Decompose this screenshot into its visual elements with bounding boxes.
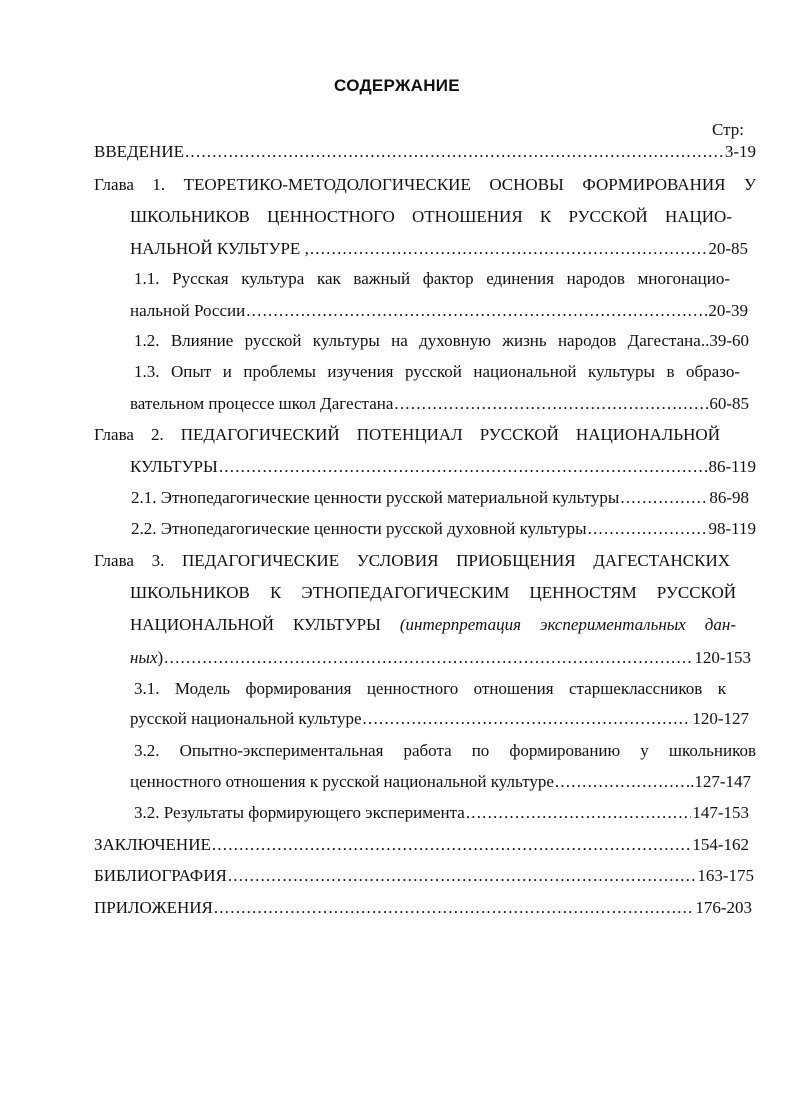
toc-page-number: 163-175 xyxy=(697,866,754,885)
toc-entry-bibliography[interactable] xyxy=(94,862,754,890)
toc-chapter-3-line-4[interactable] xyxy=(130,644,751,672)
toc-section-3-2-line-2[interactable] xyxy=(130,768,751,796)
toc-section-3-3[interactable] xyxy=(134,799,749,827)
toc-entry-text: вательном процессе школ Дагестана xyxy=(130,394,394,413)
toc-leader-dots xyxy=(363,705,692,733)
toc-section-1-2[interactable]: 1.2. Влияние русской культуры на духовную жизнь народов Дагестана..39-60 xyxy=(134,331,749,350)
toc-entry-text: НАЛЬНОЙ КУЛЬТУРЕ , xyxy=(130,239,309,258)
toc-entry-text-italic: ных xyxy=(130,648,158,667)
toc-page-number: 86-98 xyxy=(709,488,749,507)
toc-page-number: 86-119 xyxy=(708,457,756,476)
toc-leader-dots xyxy=(219,453,708,481)
toc-chapter-3-line-1[interactable]: Глава 3. ПЕДАГОГИЧЕСКИЕ УСЛОВИЯ ПРИОБЩЕНИЯ ДАГЕСТАНСКИХ xyxy=(94,551,730,570)
toc-entry-text: ЗАКЛЮЧЕНИЕ xyxy=(94,835,211,854)
toc-leader-dots xyxy=(466,799,692,827)
toc-leader-dots xyxy=(214,894,694,922)
toc-page-number: 20-39 xyxy=(708,301,748,320)
toc-page-number: 60-85 xyxy=(709,394,749,413)
toc-page-number: 98-119 xyxy=(708,519,756,538)
toc-entry-text: 2.1. Этнопедагогические ценности русской материальной культуры xyxy=(131,488,620,507)
toc-entry-conclusion[interactable] xyxy=(94,831,749,859)
toc-entry-text: нальной России xyxy=(130,301,246,320)
toc-entry-text-italic: (интерпретация экспериментальных дан- xyxy=(399,615,736,634)
toc-section-2-1[interactable] xyxy=(131,484,749,512)
toc-chapter-1-line-2[interactable]: ШКОЛЬНИКОВ ЦЕННОСТНОГО ОТНОШЕНИЯ К РУССКОЙ НАЦИО- xyxy=(130,207,732,226)
toc-chapter-3-line-2[interactable]: ШКОЛЬНИКОВ К ЭТНОПЕДАГОГИЧЕСКИМ ЦЕННОСТЯМ РУССКОЙ xyxy=(130,583,736,602)
toc-page-number: 3-19 xyxy=(724,142,756,161)
toc-leader-dots xyxy=(394,390,708,418)
toc-chapter-2-line-1[interactable]: Глава 2. ПЕДАГОГИЧЕСКИЙ ПОТЕНЦИАЛ РУССКОЙ НАЦИОНАЛЬНОЙ xyxy=(94,425,720,444)
toc-entry-text: ПРИЛОЖЕНИЯ xyxy=(94,898,213,917)
toc-entry-text: БИБЛИОГРАФИЯ xyxy=(94,866,227,885)
toc-section-3-1-line-2[interactable] xyxy=(130,705,749,733)
toc-leader-dots xyxy=(212,831,691,859)
toc-leader-dots xyxy=(310,235,708,263)
toc-section-2-2[interactable] xyxy=(131,515,756,543)
toc-entry-text: 3.2. Результаты формирующего эксперимента xyxy=(134,803,465,822)
toc-section-1-1-line-1[interactable]: 1.1. Русская культура как важный фактор единения народов многонацио- xyxy=(134,269,730,288)
page-title: СОДЕРЖАНИЕ xyxy=(334,76,460,95)
toc-chapter-2-line-2[interactable] xyxy=(130,453,756,481)
toc-section-1-1-line-2[interactable] xyxy=(130,297,748,325)
toc-entry-text: ценностного отношения к русской национальной культуре xyxy=(130,772,554,791)
toc-page-number: 120-153 xyxy=(694,648,751,667)
toc-entry-appendix[interactable] xyxy=(94,894,752,922)
toc-page-number: 176-203 xyxy=(695,898,752,917)
toc-leader-dots xyxy=(185,138,724,166)
toc-section-1-3-line-2[interactable] xyxy=(130,390,749,418)
toc-page-number: ..127-147 xyxy=(685,772,751,791)
toc-leader-dots xyxy=(555,768,685,796)
toc-leader-dots xyxy=(620,484,708,512)
toc-entry-text: КУЛЬТУРЫ xyxy=(130,457,218,476)
toc-page-number: 154-162 xyxy=(692,835,749,854)
toc-entry-text-close: ) xyxy=(157,648,164,667)
toc-page-number: 147-153 xyxy=(692,803,749,822)
toc-entry-text: 2.2. Этнопедагогические ценности русской духовной культуры xyxy=(131,519,587,538)
toc-section-3-1-line-1[interactable]: 3.1. Модель формирования ценностного отношения старшеклассников к xyxy=(134,679,726,698)
page-column-label: Стр: xyxy=(712,120,744,139)
toc-page-number: 120-127 xyxy=(692,709,749,728)
toc-chapter-3-line-3[interactable] xyxy=(130,611,736,639)
toc-leader-dots xyxy=(246,297,707,325)
toc-chapter-1-line-1[interactable]: Глава 1. ТЕОРЕТИКО-МЕТОДОЛОГИЧЕСКИЕ ОСНОВЫ ФОРМИРОВАНИЯ У xyxy=(94,175,756,194)
toc-section-1-3-line-1[interactable]: 1.3. Опыт и проблемы изучения русской национальной культуры в образо- xyxy=(134,362,740,381)
toc-entry-text xyxy=(130,644,163,672)
toc-entry-intro[interactable] xyxy=(94,138,756,166)
toc-chapter-1-line-3[interactable] xyxy=(130,235,748,263)
toc-page-number: 20-85 xyxy=(708,239,748,258)
toc-entry-text: НАЦИОНАЛЬНОЙ КУЛЬТУРЫ xyxy=(130,615,381,634)
toc-section-3-2-line-1[interactable]: 3.2. Опытно-экспериментальная работа по формированию у школьников xyxy=(134,741,756,760)
toc-leader-dots xyxy=(164,644,693,672)
toc-leader-dots xyxy=(588,515,708,543)
toc-leader-dots xyxy=(228,862,697,890)
toc-entry-text: ВВЕДЕНИЕ xyxy=(94,142,184,161)
toc-entry-text: русской национальной культуре xyxy=(130,709,362,728)
